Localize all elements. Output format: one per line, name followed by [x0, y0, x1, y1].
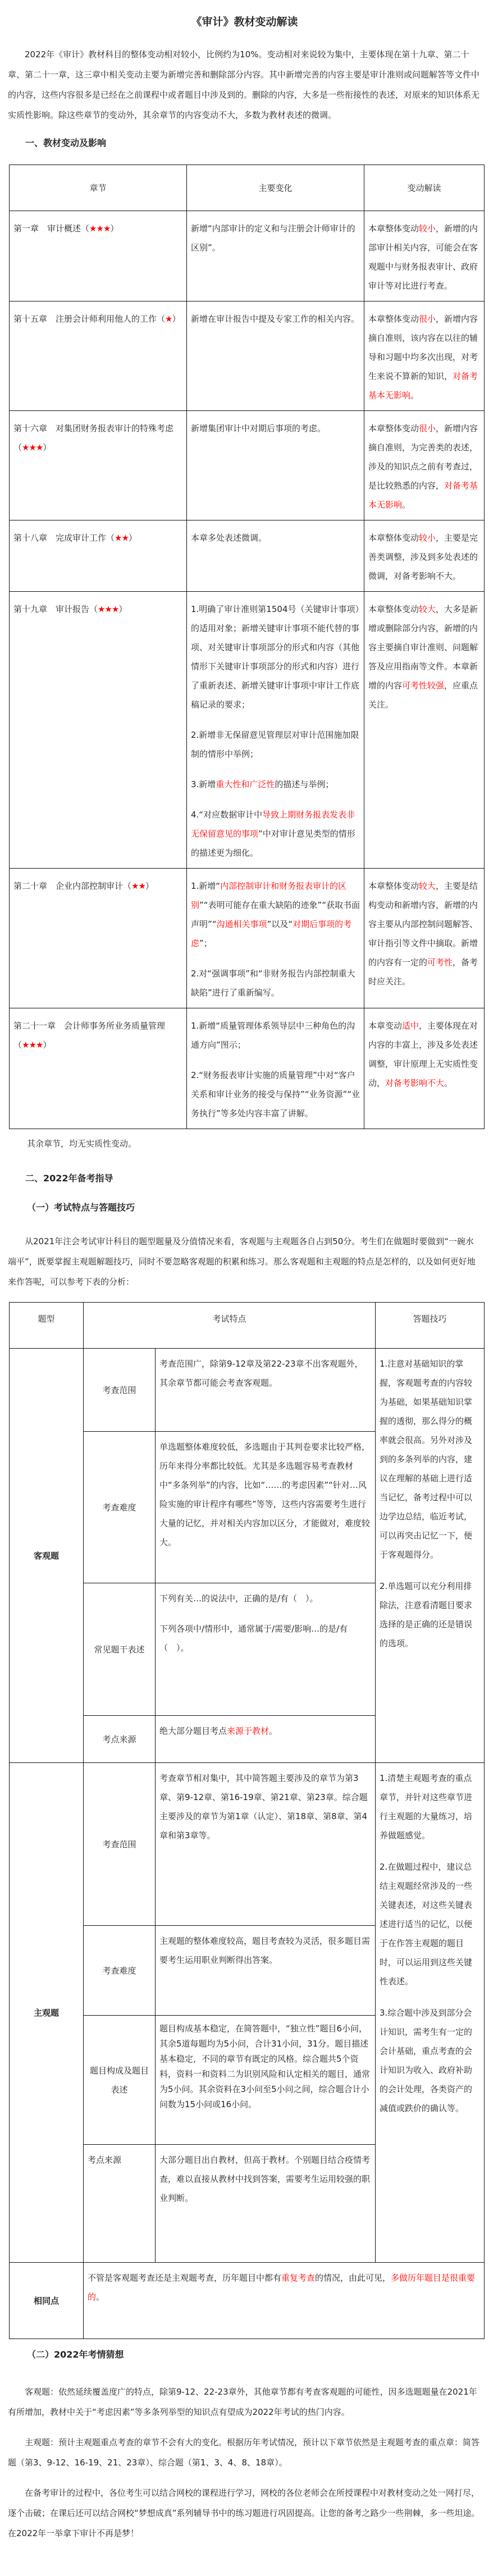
forecast-subjective: 主观题：预计主观题重点考查的章节不会有大的变化。根据历年考试情况，预计以下章节依然是主观题考查的重点章：简答题（第3、9-12、16-19、21、23章）、综合题（第1、3、4、8、18章）。: [8, 2437, 480, 2468]
text-segment: ，新增的内部审计相关内容，可能会在客观题中与财务报表审计、政府审计等对比进行考查。: [368, 223, 478, 291]
feature-label-cell: 常见题干表述: [84, 1583, 156, 1716]
importance-stars-icon: ★★★: [89, 223, 111, 234]
importance-stars-icon: ★★★: [22, 1040, 43, 1050]
main-changes-cell: [187, 869, 364, 1008]
header-exam-features: 考试特点: [84, 1303, 376, 1349]
text-segment: 新增在审计报告中提及专家工作的相关内容。: [191, 314, 360, 324]
feature-row: [10, 1763, 485, 1926]
text-segment: 新增“内部审计的定义和与注册会计师审计的区别”。: [191, 223, 355, 253]
chapter-row: [10, 869, 485, 1008]
chapter-cell: [10, 1008, 187, 1129]
page-title: 《审计》教材变动解读: [191, 16, 298, 28]
feature-paragraph: [159, 2150, 371, 2208]
feature-paragraph: [159, 1769, 371, 1845]
chapter-name-end: ）: [43, 1040, 52, 1050]
answer-tips-cell: [376, 1763, 485, 2263]
change-item: [191, 1066, 360, 1123]
feature-content-cell: [156, 1432, 376, 1583]
changes-table: [9, 165, 485, 1129]
text-segment: 考查范围广，除第9-12章及第22-23章不出客观题外，其余章节都可能会考查客观题。: [159, 1359, 363, 1388]
chapter-cell: [10, 869, 187, 1008]
chapter-row: [10, 1008, 485, 1129]
text-segment: ”以及“: [267, 919, 293, 929]
chapter-cell: [10, 592, 187, 869]
reading-cell: [364, 520, 485, 592]
text-segment: 2.“财务报表审计实施的质量管理”中对“客户关系和审计业务的接受与保持”“业务资源”“业务执行”等多处内容丰富了讲解。: [191, 1070, 360, 1118]
text-segment: ，应重点关注。: [368, 680, 478, 710]
emphasis-text: 对期后事项的考虑: [191, 919, 352, 948]
text-segment: 4.“对应数据审计中: [191, 810, 263, 820]
other-chapters-note: 其余章节，均无实质性变动。: [27, 1139, 137, 1149]
feature-paragraph: [159, 1437, 371, 1552]
text-segment: 。: [410, 390, 419, 400]
intro-paragraph: 2022年《审计》教材科目的整体变动相对较小，比例约为10%。变动相对来说较为集中，主要体现在第十九章、第二十章、第二十一章，这三章中相关变动主要为新增完善和删除部分内容。其中新增完善的内容主要是审计准则或问题解答等文件中的内容，这些内容很多是已经在之前课程中或者题目中涉及到的。删除的内容，大多是一些衔接性的表述，对原来的知识体系无实质性影响。除这些章节的变动外，其余章节的内容变动不大，多数为教材表述的微调。: [8, 49, 480, 120]
text-segment: ，备考时应关注。: [368, 957, 478, 986]
emphasis-text: 对备考基本无影响: [368, 371, 478, 400]
importance-stars-icon: ★: [165, 314, 172, 324]
text-segment: 1.明确了审计准则第1504号（关键审计事项）的适用对象；新增关键审计事项不能代替的事项、对关键审计事项部分的形式和内容（其他情形下关键审计事项部分的形式和内容）进行了重新表述、新增关键审计事项中审计工作底稿记录的要求；: [191, 604, 360, 710]
text-segment: 下列有关…的说法中，正确的是/有（ ）。: [159, 1593, 318, 1604]
emphasis-text: 对备考影响不大: [385, 1078, 445, 1088]
section-heading-guide: 二、2022年备考指导: [25, 1173, 113, 1184]
text-segment: 绝大部分题目考点: [159, 1726, 227, 1736]
emphasis-text: 沟通相关事项: [216, 919, 267, 929]
chapter-name-end: ）: [172, 314, 181, 324]
text-segment: ”“表明可能存在重大缺陷的迹象”“获取书面声明”“: [191, 900, 360, 929]
text-segment: ”中对审计意见类型的情形的描述更为细化。: [191, 829, 355, 858]
emphasis-text: 来源于教材: [227, 1726, 269, 1736]
text-segment: 2.新增非无保留意见管理层对审计范围施加限制的情形中举例；: [191, 730, 359, 759]
chapter-cell: [10, 302, 187, 411]
text-segment: 本章整体变动: [368, 223, 419, 234]
chapter-name-end: ）: [128, 533, 137, 543]
text-segment: ，新增内容摘自准则，为完善类的表述，涉及的知识点之前有考查过，是比较熟悉的内容，: [368, 423, 478, 491]
change-item: [191, 600, 360, 714]
emphasis-text: 很小: [419, 423, 436, 433]
reading-cell: [364, 869, 485, 1008]
importance-stars-icon: ★★: [131, 881, 145, 891]
emphasis-text: 可考性: [427, 957, 453, 967]
text-segment: ，主要体现在对内容的丰富上，涉及多处表述调整，审计原理上无实质性变动，: [368, 1021, 478, 1088]
chapter-name: 第一章 审计概述（: [13, 223, 90, 234]
main-changes-cell: [187, 520, 364, 592]
text-segment: 本章变动: [368, 1021, 403, 1031]
text-segment: 本章多处表述微调。: [191, 533, 267, 543]
emphasis-text: 较大: [419, 881, 436, 891]
text-segment: 1.新增“: [191, 881, 221, 891]
reading-cell: [364, 1008, 485, 1129]
emphasis-text: 导致上期财务报表发表非无保留意见的事项: [191, 810, 355, 839]
reading-cell: [364, 592, 485, 869]
text-segment: 的情况，由此可见，: [315, 2273, 391, 2283]
feature-paragraph: [159, 1354, 371, 1392]
importance-stars-icon: ★★★: [22, 442, 43, 453]
header-answer-tips: 答题技巧: [376, 1303, 485, 1349]
reading-cell: [364, 411, 485, 520]
main-changes-cell: [187, 211, 364, 302]
forecast-objective: 客观题：依然延续覆盖度广的特点，除第9-12、22-23章外，其他章节都有考查客观题的可能性，因多选题题量在2021年有所增加，教材中关于“考虑因素”等多条列举型的知识点有望成为2022年考试的热门内容。: [8, 2387, 477, 2417]
emphasis-text: 重大性和广泛性: [216, 779, 275, 789]
chapter-cell: [10, 520, 187, 592]
feature-paragraph: [159, 1931, 371, 1970]
text-segment: 新增集团审计中对期后事项的考虑。: [191, 423, 326, 433]
question-type-cell: 客观题: [10, 1349, 84, 1763]
tip-item: 1.注意对基础知识的掌握，客观题考查的内容较为基础，如果基础知识掌握的透彻，那么得分的概率就会很高。另外对涉及到的多条列举的内容，建议在理解的基础上进行适当记忆，备考过程中可以边学边总结，临近考试，可以再突击记忆一下，便于客观题得分。: [380, 1359, 473, 1560]
chapter-name-end: ）: [43, 442, 52, 453]
chapter-row: [10, 411, 485, 520]
common-row: [10, 2263, 485, 2339]
chapter-name: 第二十一章 会计师事务所业务质量管理（: [13, 1021, 166, 1050]
text-segment: 下列各项中/情形中，通常属于/需要/影响…的是/有（ ）。: [159, 1624, 348, 1653]
chapter-name-end: ）: [145, 881, 154, 891]
header-question-type: 题型: [10, 1303, 84, 1349]
importance-stars-icon: ★★★: [98, 604, 119, 614]
importance-stars-icon: ★★: [115, 533, 129, 543]
main-changes-cell: [187, 592, 364, 869]
feature-content-cell: [156, 1716, 376, 1763]
tip-item: 3.综合题中涉及到部分会计知识，需考生有一定的会计基础，重点考查的会计知识为收入、政府补助的会计处理，各类资产的减值或跌价的确认等。: [380, 2008, 473, 2113]
text-segment: 大部分题目出自教材，但高于教材。个别题目结合疫情考查，难以直接从教材中找到答案，需要考生运用较强的职业判断。: [159, 2155, 371, 2203]
question-type-cell: 主观题: [10, 1763, 84, 2263]
feature-label-cell: 考查难度: [84, 1926, 156, 2016]
text-segment: 1.新增“质量管理体系领导层中三种角色的沟通方向”图示；: [191, 1021, 355, 1050]
text-segment: ，新增内容摘自准则，该内容在以往的辅导和习题中均多次出现，对考生来说不算新的知识，: [368, 314, 478, 381]
emphasis-text: 较小: [419, 533, 436, 543]
exam-table-header: [10, 1303, 485, 1349]
text-segment: 2.对“强调事项”和“非财务报告内部控制重大缺陷”进行了重新编写。: [191, 969, 355, 998]
tip-item: 1.清楚主观题考查的重点章节，并针对这些章节进行主观题的大量练习，培养做题感觉。: [380, 1773, 473, 1840]
text-segment: 本章整体变动: [368, 533, 419, 543]
text-segment: 单选题整体难度较低，多选题由于其判卷要求比较严格，历年来得分率都比较低。尤其是多选题容易考查教材中“多条列举”的内容，比如“……的考虑因素”“针对…风险实施的审计程序有哪些”等等，这些内容需要考生进行大量的记忆，并对相关内容加以区分，才能做对，难度较大。: [159, 1442, 371, 1547]
feature-label-cell: 题目构成及题目表述: [84, 2016, 156, 2145]
change-item: [191, 805, 360, 862]
chapter-row: [10, 592, 485, 869]
feature-row: [10, 1349, 485, 1432]
text-segment: 题目构成基本稳定，在简答题中，“独立性”题目6小问，其余5道每题均为5小问，合计31小问，31分。题目描述基本稳定，不同的章节有既定的风格。综合题共5个资料，资料一和资料二为识别风险和认定相关的题目，通常为5小问。其余资料在3小问至5小问之间，综合题合计小问数为15小问或16小问。: [159, 2024, 371, 2109]
feature-paragraph: [159, 2021, 371, 2112]
tip-item: 2.在做题过程中，建议总结主观题经常涉及的一些关键表述，对这些关键表述进行适当的记忆，以便于在作答主观题的题目时，可以运用到这些关键性表述。: [380, 1862, 473, 1986]
emphasis-text: 对备考基本无影响: [368, 481, 478, 510]
chapter-name: 第十九章 审计报告（: [13, 604, 98, 614]
feature-content-cell: [156, 1349, 376, 1432]
feature-content-cell: [156, 1763, 376, 1926]
feature-paragraph: [159, 1619, 371, 1657]
emphasis-text: 适中: [402, 1021, 419, 1031]
emphasis-text: 很小: [419, 314, 436, 324]
chapter-cell: [10, 211, 187, 302]
text-segment: ，主要是结构变动和新增内容，新增的内容主要从内部控制问题解答、审计指引等文件中摘取。新增的内容有一定的: [368, 881, 478, 967]
text-segment: 本章整体变动: [368, 604, 419, 614]
closing-paragraph: 在备考审计的过程中，各位考生可以结合网校的课程进行学习，网校的各位老师会在所授课程中对教材变动之处一网打尽，逐个击破；在课后还可以结合网校“梦想成真”系列辅导书中的练习题进行巩固提高。让您的备考之路少一些荆棘，多一些坦途。在2022年一举拿下审计不再是梦！: [8, 2488, 480, 2538]
exam-features-intro: 从2021年注会考试审计科目的题型题量及分值情况来看，客观题与主观题各自占到50分。考生们在做题时要做到“一碗水端平”，既要掌握主观题解题技巧，同时不要忽略客观题的积累和练习。那么客观题和主观题的特点是怎样的，以及如何更好地来作答呢，可以参考下表的分析：: [8, 1236, 476, 1287]
emphasis-text: 内部控制审计和财务报表审计的区别: [191, 881, 347, 910]
reading-cell: [364, 302, 485, 411]
chapter-name: 第二十章 企业内部控制审计（: [13, 881, 132, 891]
chapter-name: 第十六章 对集团财务报表审计的特殊考虑（: [13, 423, 174, 453]
tip-item: 2.单选题可以充分利用排除法，注意看清题目要求选择的是正确的还是错误的选项。: [380, 1581, 473, 1648]
text-segment: 考查章节相对集中，其中简答题主要涉及的章节为第3章、第9-12章、第16-19章、第21章、第23章。综合题主要涉及的章节为第1章（认定）、第18章、第8章、第4章和第3章等。: [159, 1773, 368, 1840]
feature-content-cell: [156, 2016, 376, 2145]
reading-cell: [364, 211, 485, 302]
text-segment: ，大多是新增或删除部分内容，新增的内容主要摘自审计准则、问题解答及应用指南等文件。本章新增的内容: [368, 604, 478, 691]
main-changes-cell: [187, 302, 364, 411]
text-segment: ，主要是完善类调整，涉及到多处表述的微调，对备考影响不大。: [368, 533, 478, 581]
text-segment: 。: [96, 2292, 105, 2302]
feature-label-cell: 考点来源: [84, 2145, 156, 2263]
chapter-name: 第十五章 注册会计师利用他人的工作（: [13, 314, 166, 324]
common-content-cell: [84, 2263, 485, 2339]
subsection-heading-exam-features: （一）考试特点与答题技巧: [27, 1202, 135, 1213]
feature-paragraph: [159, 1589, 371, 1608]
answer-tips-cell: [376, 1349, 485, 1763]
header-chapter: 章节: [10, 165, 187, 211]
chapter-row: [10, 211, 485, 302]
feature-content-cell: [156, 1583, 376, 1716]
changes-table-header: [10, 165, 485, 211]
change-item: [191, 725, 360, 764]
text-segment: ”；: [199, 938, 212, 948]
chapter-row: [10, 302, 485, 411]
feature-label-cell: 考查范围: [84, 1349, 156, 1432]
text-segment: 本章整体变动: [368, 881, 419, 891]
change-item: [191, 775, 360, 794]
emphasis-text: 较小: [419, 223, 436, 234]
text-segment: 本章整体变动: [368, 314, 419, 324]
feature-label-cell: 考查难度: [84, 1432, 156, 1583]
feature-content-cell: [156, 1926, 376, 2016]
emphasis-text: 较大: [419, 604, 436, 614]
change-item: [191, 219, 360, 257]
text-segment: 本章整体变动: [368, 423, 419, 433]
header-reading: 变动解读: [364, 165, 485, 211]
main-changes-cell: [187, 1008, 364, 1129]
chapter-row: [10, 520, 485, 592]
exam-features-table: [9, 1302, 485, 2339]
subsection-heading-forecast: （二）2022年考情猜想: [27, 2349, 124, 2360]
emphasis-text: 可考性较强: [402, 680, 445, 691]
change-item: [191, 1016, 360, 1054]
feature-label-cell: 考查范围: [84, 1763, 156, 1926]
chapter-cell: [10, 411, 187, 520]
text-segment: 。: [444, 1078, 453, 1088]
change-item: [191, 309, 360, 328]
text-segment: 。: [402, 500, 411, 510]
chapter-name-end: ）: [118, 604, 127, 614]
text-segment: 不管是客观题考查还是主观题考查，历年题目中都有: [88, 2273, 282, 2283]
change-item: [191, 964, 360, 1002]
text-segment: 3.新增: [191, 779, 216, 789]
text-segment: 的描述与举例；: [275, 779, 334, 789]
emphasis-text: 重复考查: [281, 2273, 316, 2283]
common-type-cell: 相同点: [10, 2263, 84, 2339]
change-item: [191, 528, 360, 547]
header-main-changes: 主要变化: [187, 165, 364, 211]
chapter-name-end: ）: [110, 223, 119, 234]
main-changes-cell: [187, 411, 364, 520]
text-segment: 主观题的整体难度较高，题目考查较为灵活，很多题目需要考生运用职业判断得出答案。: [159, 1936, 371, 1965]
change-item: [191, 876, 360, 953]
chapter-name: 第十八章 完成审计工作（: [13, 533, 115, 543]
section-heading-changes: 一、教材变动及影响: [25, 138, 107, 148]
feature-label-cell: 考点来源: [84, 1716, 156, 1763]
change-item: [191, 419, 360, 438]
feature-content-cell: [156, 2145, 376, 2263]
text-segment: 。: [269, 1726, 278, 1736]
feature-paragraph: [159, 1721, 371, 1741]
emphasis-text: 多做历年题目是很重要的: [88, 2273, 476, 2302]
